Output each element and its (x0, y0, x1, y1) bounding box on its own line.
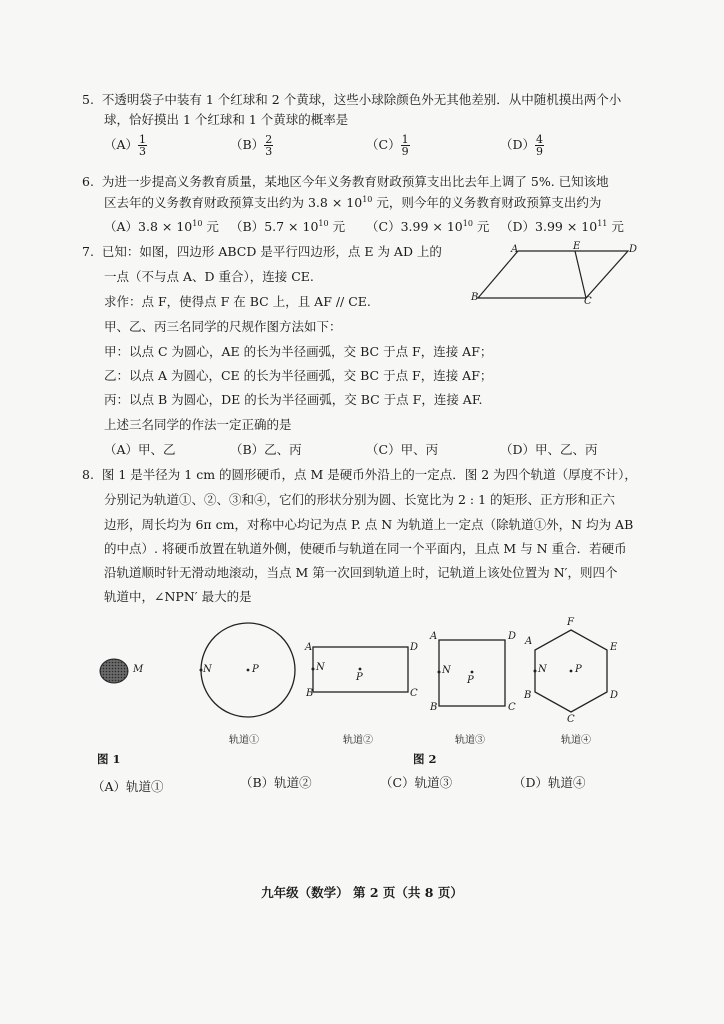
q8-option-d: （D）轨道④ (513, 775, 586, 790)
t2-label-d: D (410, 642, 419, 653)
t2-label-p: P (356, 672, 363, 683)
track-2-point-n (312, 668, 315, 671)
t4-label-c: C (567, 714, 575, 725)
t3-label-b: B (430, 702, 438, 713)
q5-number: 5. (82, 92, 94, 107)
t3-label-a: A (430, 631, 438, 642)
q8-text-1: 图 1 是半径为 1 cm 的圆形硬币，点 M 是硬币外沿上的一定点．图 2 为四个轨道（厚度不计）， (101, 467, 637, 482)
q8-line4: 的中点）. 将硬币放置在轨道外侧，使硬币与轨道在同一个平面内，且点 M 与 N 重合．若硬币 (104, 541, 627, 556)
q7-label-c: C (584, 296, 592, 307)
t3-label-c: C (508, 702, 516, 713)
q6-text-1: 为进一步提高义务教育质量，某地区今年义务教育财政预算支出比去年上调了 5%. 已知该地 (101, 174, 609, 189)
q8-option-b: （B）轨道② (240, 775, 312, 790)
track-1-center-dot (247, 669, 250, 672)
q7-line2: 一点（不与点 A、D 重合），连接 CE. (104, 269, 314, 284)
track-3-point-n (438, 671, 441, 674)
q7-label-b: B (471, 292, 479, 303)
coin-shape (100, 659, 128, 683)
q8-line5: 沿轨道顺时针无滑动地滚动，当点 M 第一次回到轨道上时，记轨道上该处位置为 N′，则四个 (104, 565, 618, 580)
q7-option-c: （C）甲、丙 (366, 442, 439, 457)
q7-line4: 甲、乙、丙三名同学的尺规作图方法如下： (104, 319, 342, 334)
q7-line7: 丙：以点 B 为圆心，DE 的长为半径画弧，交 BC 于点 F，连接 AF. (104, 392, 483, 407)
q8-line1 (82, 465, 637, 483)
q5-option-d: （D） $\frac{4}{9}$ (500, 133, 544, 158)
track-2-center-dot (359, 668, 362, 671)
t4-label-b: B (524, 690, 532, 701)
q7-label-d: D (629, 244, 638, 255)
q7-line3: 求作：点 F，使得点 F 在 BC 上，且 AF // CE. (104, 294, 371, 309)
t4-label-e: E (610, 642, 618, 653)
q8-option-c: （C）轨道③ (380, 775, 453, 790)
q6-line1 (82, 172, 609, 190)
track-4-caption: 轨道④ (561, 735, 591, 746)
t4-label-f: F (567, 617, 574, 628)
q5-option-a: （A） $\frac{1}{3}$ (104, 133, 147, 158)
q5-option-b: （B） $\frac{2}{3}$ (230, 133, 273, 158)
q5-option-c: （C） $\frac{1}{9}$ (366, 133, 409, 158)
t3-label-n: N (442, 665, 451, 676)
q7-parallelogram-figure (470, 240, 640, 310)
t4-label-a: A (525, 636, 533, 647)
q8-line2: 分别记为轨道①、②、③和④，它们的形状分别为圆、长宽比为 2 : 1 的矩形、正方形和正六 (104, 492, 616, 507)
q7-line8: 上述三名同学的作法一定正确的是 (104, 417, 292, 432)
segment-ce (575, 251, 586, 298)
q5-line1 (82, 90, 621, 108)
track-4-center-dot (570, 670, 573, 673)
q5-line2: 球，恰好摸出 1 个红球和 1 个黄球的概率是 (104, 112, 349, 127)
q6-option-c: $(C)3.99 \times 10^{10}$ 元 (366, 218, 490, 234)
t3-label-d: D (508, 631, 517, 642)
t4-label-d: D (610, 690, 619, 701)
q8-line6: 轨道中，∠NPN′ 最大的是 (104, 589, 252, 604)
q8-option-a: （A）轨道① (92, 779, 164, 794)
t1-label-p: P (252, 664, 259, 675)
q6-option-a: $(A)3.8 \times 10^{10}$ 元 (104, 218, 219, 234)
t2-label-c: C (410, 688, 418, 699)
q7-label-e: E (573, 241, 581, 252)
q7-line1 (82, 242, 442, 260)
q6-number: 6. (82, 174, 94, 189)
track-2-caption: 轨道② (343, 735, 373, 746)
q7-label-a: A (511, 244, 519, 255)
q8-number: 8. (82, 467, 94, 482)
t3-label-p: P (467, 675, 474, 686)
track-4-point-n (534, 670, 537, 673)
q7-text-1: 已知：如图，四边形 ABCD 是平行四边形，点 E 为 AD 上的 (101, 244, 442, 259)
q6-option-b: $(B)5.7 \times 10^{10}$ 元 (230, 218, 346, 234)
figure-2-caption: 图 2 (413, 752, 437, 766)
q6-option-d: $(D)3.99 \times 10^{11}$ 元 (500, 218, 624, 234)
q6-line2: 区去年的义务教育财政预算支出约为 $3.8 \times 10^{10}$ 元，则今年的义务教育财政预算支出约为 (104, 194, 602, 210)
t4-label-n: N (538, 664, 547, 675)
q7-number: 7. (82, 244, 94, 259)
t1-label-n: N (203, 664, 212, 675)
t2-label-b: B (306, 688, 314, 699)
track-3-center-dot (471, 671, 474, 674)
track-3-caption: 轨道③ (455, 735, 485, 746)
q7-line5: 甲：以点 C 为圆心，AE 的长为半径画弧，交 BC 于点 F，连接 AF； (104, 344, 493, 359)
q7-option-d: （D）甲、乙、丙 (500, 442, 598, 457)
q7-option-b: （B）乙、丙 (230, 442, 302, 457)
t2-label-n: N (316, 662, 325, 673)
parallelogram-abcd (478, 251, 628, 298)
figure-1-caption: 图 1 (97, 752, 121, 766)
coin-label-m: M (133, 664, 144, 675)
t2-label-a: A (305, 642, 313, 653)
q8-line3: 边形，周长均为 6π cm，对称中心均记为点 P. 点 N 为轨道上一定点（除轨道①外，N 均为 AB (104, 517, 634, 532)
q7-option-a: （A）甲、乙 (104, 442, 176, 457)
track-1-caption: 轨道① (229, 735, 259, 746)
q5-text-1: 不透明袋子中装有 1 个红球和 2 个黄球，这些小球除颜色外无其他差别．从中随机摸出两个小 (101, 92, 622, 107)
t4-label-p: P (575, 664, 582, 675)
q7-line6: 乙：以点 A 为圆心，CE 的长为半径画弧，交 BC 于点 F，连接 AF； (104, 368, 493, 383)
page-footer: 九年级（数学） 第 2 页（共 8 页） (261, 885, 463, 900)
